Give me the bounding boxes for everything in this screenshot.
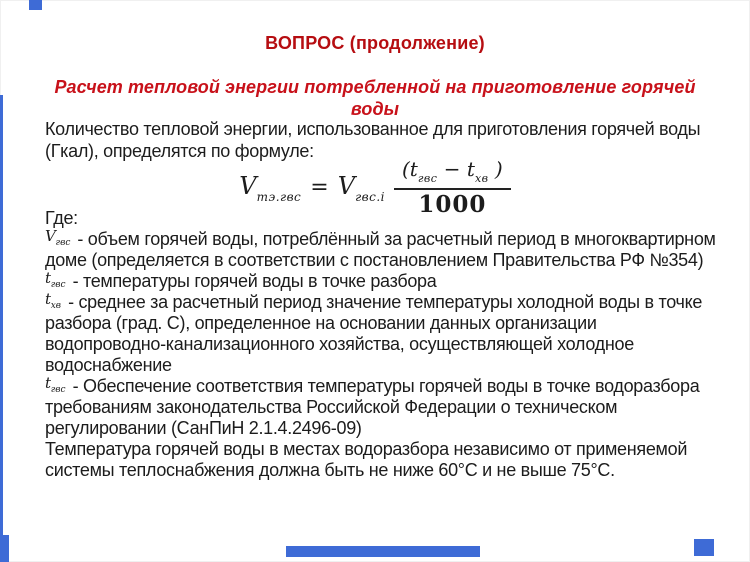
fraction-numerator: ($t_{гвс} - t_{хв}$ ) — [394, 157, 511, 190]
formula-rhs-var: $V_{гвс.i}$ — [337, 171, 385, 204]
definition-item — [45, 229, 717, 271]
definition-text: - объем горячей воды, потреблённый за расчетный период в многоквартирном доме (определяется в соответствии с постановлением Правительства РФ №354) — [45, 229, 716, 270]
blue-accent-bottom-right-square — [694, 539, 714, 556]
definition-text: - Обеспечение соответствия температуры горячей воды в точке водоразбора требованиям законодательства Российской Федерации о техническом регулировании (СанПиН 2.1.4.2496-09) — [45, 376, 700, 438]
blue-accent-bottom-bar — [286, 546, 480, 557]
math-symbol-t-hv: $t_{хв}$ — [45, 290, 62, 311]
blue-accent-top-left-square — [29, 0, 42, 10]
closing-paragraph: Температура горячей воды в местах водоразбора независимо от применяемой системы теплоснабжения должна быть не ниже 60°С и не выше 75°С. — [45, 439, 688, 480]
math-symbol-t-gvs: $t_{гвс}$ — [45, 269, 66, 290]
definition-item — [45, 376, 717, 439]
math-symbol-v-gvs: $V_{гвс}$ — [45, 227, 71, 248]
math-symbol-t-gvs: $t_{гвс}$ — [45, 374, 66, 395]
fraction-denominator: 1000 — [418, 191, 487, 218]
slide-subtitle: Расчет тепловой энергии потребленной на приготовление горячей воды — [54, 77, 696, 119]
definition-item — [45, 271, 717, 292]
definitions-section — [45, 208, 717, 481]
where-label: Где: — [45, 208, 78, 228]
definition-text: - температуры горячей воды в точке разбора — [72, 271, 437, 291]
blue-accent-bottom-left-bar — [0, 535, 9, 562]
formula-equals-sign: = — [310, 175, 329, 200]
page-title: ВОПРОС (продолжение) — [265, 33, 485, 53]
intro-paragraph: Количество тепловой энергии, использованное для приготовления горячей воды (Гкал), определятся по формуле: — [45, 119, 701, 161]
formula-lhs-var: $V_{тэ.гвс}$ — [239, 171, 302, 204]
definition-item — [45, 292, 717, 376]
definition-text: - среднее за расчетный период значение температуры холодной воды в точке разбора (град. С), определенное на основании данных организации водопроводно-канализационного хозяйства, осуществляющей холодное водоснабжение — [45, 292, 703, 375]
